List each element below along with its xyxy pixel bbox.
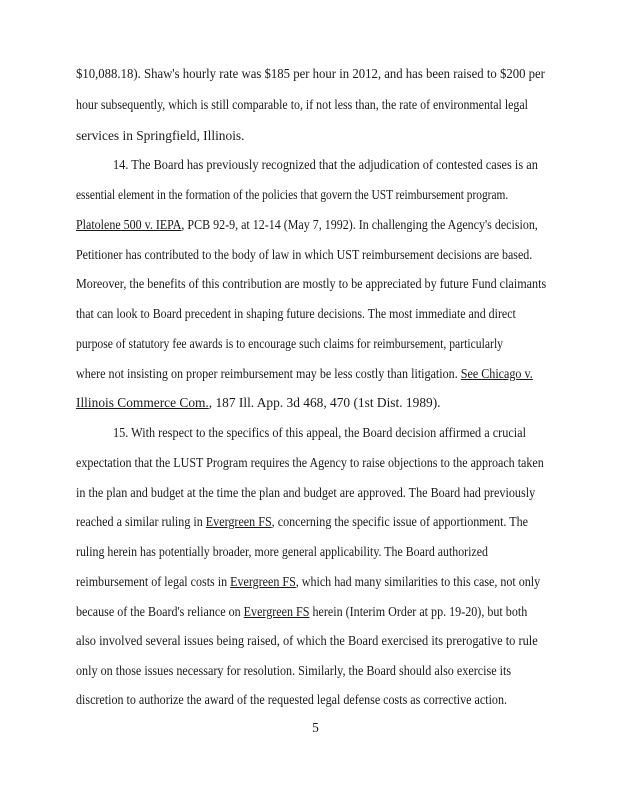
text-segment: , which had many similarities to this case, not only bbox=[295, 574, 541, 589]
case-citation: Evergreen FS bbox=[230, 574, 296, 589]
text-segment: that can look to Board precedent in shaping future decisions. The most immediate and direct bbox=[76, 306, 516, 321]
case-citation: Evergreen FS bbox=[243, 604, 310, 619]
text-segment: hour subsequently, which is still comparable to, if not less than, the rate of environmental legal bbox=[76, 97, 528, 112]
text-segment: services in Springfield, Illinois. bbox=[76, 128, 245, 143]
case-citation: Evergreen FS bbox=[205, 514, 272, 529]
text-segment: also involved several issues being raised, of which the Board exercised its prerogative to rule bbox=[76, 633, 538, 648]
text-segment: Petitioner has contributed to the body of law in which UST reimbursement decisions are based. bbox=[76, 247, 533, 262]
case-citation: Platolene 500 v. IEPA bbox=[76, 217, 182, 232]
text-line bbox=[76, 485, 535, 501]
page-number: 5 bbox=[312, 720, 319, 735]
text-segment: $10,088.18). Shaw's hourly rate was $185 per hour in 2012, and has been raised to $200 per bbox=[76, 66, 545, 81]
text-segment: because of the Board's reliance on bbox=[76, 604, 244, 619]
text-segment: discretion to authorize the award of the requested legal defense costs as corrective action. bbox=[76, 692, 508, 707]
text-segment: , PCB 92-9, at 12-14 (May 7, 1992). In challenging the Agency's decision, bbox=[181, 217, 538, 232]
text-line bbox=[76, 187, 508, 203]
case-citation: Illinois Commerce Com. bbox=[76, 395, 209, 410]
text-line bbox=[76, 455, 544, 471]
text-line bbox=[76, 514, 528, 530]
text-line bbox=[76, 247, 532, 263]
text-line bbox=[76, 663, 511, 679]
text-line bbox=[113, 157, 538, 173]
text-segment: 15. With respect to the specifics of this appeal, the Board decision affirmed a crucial bbox=[113, 425, 527, 440]
text-segment: purpose of statutory fee awards is to encourage such claims for reimbursement, particularly bbox=[76, 336, 504, 351]
text-segment: reimbursement of legal costs in bbox=[76, 574, 231, 589]
text-line bbox=[76, 574, 540, 590]
text-segment: essential element in the formation of the policies that govern the UST reimbursement program. bbox=[76, 187, 509, 202]
text-line bbox=[76, 604, 527, 620]
text-segment: , concerning the specific issue of apportionment. The bbox=[271, 514, 529, 529]
text-line bbox=[76, 544, 488, 560]
text-line bbox=[113, 425, 526, 441]
text-line bbox=[76, 633, 538, 649]
text-segment: expectation that the LUST Program requires the Agency to raise objections to the approach taken bbox=[76, 455, 544, 470]
text-segment: herein (Interim Order at pp. 19-20), but both bbox=[309, 604, 528, 619]
text-line bbox=[76, 66, 545, 82]
text-segment: 14. The Board has previously recognized that the adjudication of contested cases is an bbox=[113, 157, 538, 172]
text-segment: , 187 Ill. App. 3d 468, 470 (1st Dist. 1989). bbox=[208, 395, 441, 410]
text-segment: in the plan and budget at the time the plan and budget are approved. The Board had previously bbox=[76, 485, 536, 500]
case-citation: See Chicago v. bbox=[460, 366, 533, 381]
text-line bbox=[76, 217, 538, 233]
text-line bbox=[76, 336, 503, 352]
text-segment: Moreover, the benefits of this contribution are mostly to be appreciated by future Fund claimants bbox=[76, 276, 547, 291]
text-line bbox=[76, 97, 528, 113]
text-line bbox=[76, 128, 244, 144]
text-segment: where not insisting on proper reimbursement may be less costly than litigation. bbox=[76, 366, 461, 381]
text-line bbox=[76, 366, 533, 382]
text-line bbox=[76, 692, 507, 708]
text-segment: ruling herein has potentially broader, more general applicability. The Board authorized bbox=[76, 544, 488, 559]
text-segment: only on those issues necessary for resolution. Similarly, the Board should also exercise its bbox=[76, 663, 512, 678]
text-segment: reached a similar ruling in bbox=[76, 514, 206, 529]
text-line bbox=[76, 276, 546, 292]
text-line bbox=[76, 306, 516, 322]
text-line bbox=[76, 395, 441, 411]
